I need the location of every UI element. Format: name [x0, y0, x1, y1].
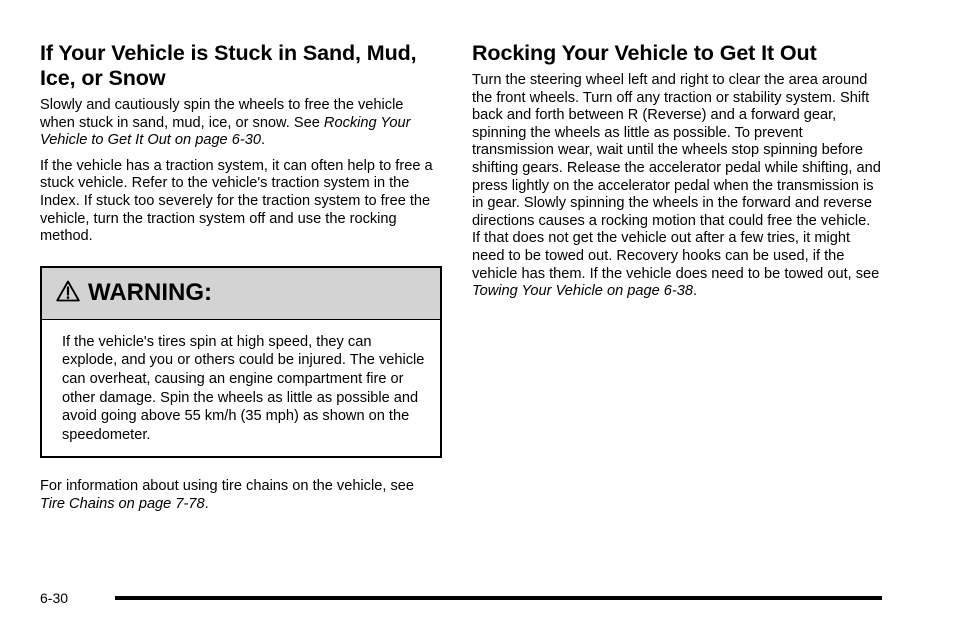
warning-box — [40, 266, 442, 459]
paragraph-end: . — [204, 495, 209, 512]
right-column — [472, 41, 882, 301]
paragraph-spin-wheels — [40, 97, 442, 150]
paragraph-text: Turn the steering wheel left and right to clear the area around the front wheels. Turn off any traction or stability system. Shift back and forth between R (Reverse) and a forward gear, spinning the wheels as little as possible. To prevent transmission wear, wait until the wheels stop spinning before shifting gears. Release the accelerator pedal while shifting, and press lightly on the accelerator pedal when the transmission is in gear. Slowly spinning the wheels in the forward and reverse directions causes a rocking motion that could free the vehicle. If that does not get the vehicle out after a few tries, it might need to be towed out. Recovery hooks can be used, if the vehicle has them. If the vehicle does need to be towed out, see — [472, 72, 881, 282]
cross-reference-link[interactable]: Rocking Your Vehicle to Get It Out on page 6-30 — [40, 114, 411, 149]
paragraph-text: For information about using tire chains on the vehicle, see — [40, 478, 414, 495]
cross-reference-link[interactable]: Tire Chains on page 7-78 — [40, 495, 205, 512]
warning-body — [42, 320, 440, 457]
section-heading-rocking: Rocking Your Vehicle to Get It Out — [472, 41, 817, 65]
paragraph-end: . — [260, 132, 265, 149]
cross-reference-link[interactable]: Towing Your Vehicle on page 6-38 — [472, 283, 693, 300]
paragraph-rocking-instructions — [472, 72, 882, 301]
paragraph-end: . — [692, 283, 698, 300]
footer-divider — [115, 596, 882, 600]
page-number: 6-30 — [40, 590, 69, 606]
paragraph-traction-system: If the vehicle has a traction system, it can often help to free a stuck vehicle. Refer to the vehicle's traction system in the Index. If stuck too severely for the traction system to free the vehicle, turn the traction system off and use the rocking method. — [40, 157, 433, 245]
warning-title: WARNING: — [88, 279, 212, 307]
warning-text: If the vehicle's tires spin at high speed, they can explode, and you or others could be injured. The vehicle can overheat, causing an engine compartment fire or other damage. Spin the wheels as little as possible and avoid going above 55 km/h (35 mph) as shown on the speedometer. — [62, 333, 425, 443]
warning-header — [42, 268, 440, 320]
left-column — [40, 41, 442, 514]
paragraph-text: Slowly and cautiously spin the wheels to free the vehicle when stuck in sand, mud, ice, or snow. See — [40, 97, 404, 131]
paragraph-tire-chains — [40, 478, 442, 513]
warning-triangle-icon — [56, 280, 80, 307]
section-heading-stuck: If Your Vehicle is Stuck in Sand, Mud, Ice, or Snow — [40, 41, 417, 90]
